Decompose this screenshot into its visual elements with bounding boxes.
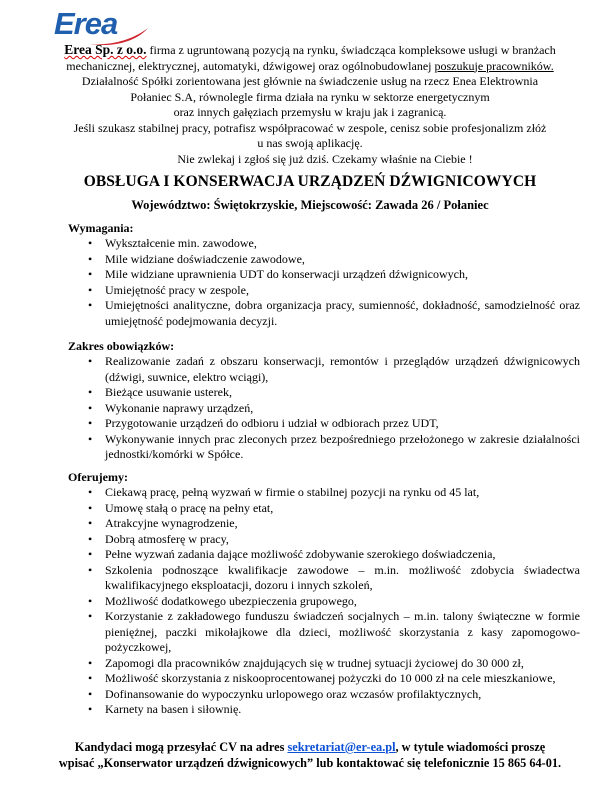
company-intro: Erea Sp. z o.o. firma z ugruntowaną pozycją na rynku, świadcząca kompleksowe usługi w branżach mechanicznej, elektrycznej, automatyki, dźwigowej oraz ogólnobudowlanej poszukuje pracowników. Działalność Spółki zorientowana jest głównie na świadczenie usług na rzecz Enea Elektrownia Połaniec S.A, równolegle firma działa na rynku w sektorze energetycznym oraz innych gałęziach przemysłu w kraju jak i zagranicą. Jeśli szukasz stabilnej pracy, potrafisz współpracować w zespole, cenisz sobie profesjonalizm złóż u nas swoją aplikację. [64, 42, 556, 150]
list-item: • Zapomogi dla pracowników znajdujących się w trudnej sytuacji życiowej do 30 000 zł, [68, 656, 580, 672]
job-location: Województwo: Świętokrzyskie, Miejscowość: Zawada 26 / Połaniec [131, 198, 489, 212]
seeking-employees: poszukuje pracowników. [434, 58, 554, 73]
company-name: Erea Sp. z o.o. [64, 42, 147, 57]
list-item: • Dofinansowanie do wypoczynku urlopowego oraz wczasów profilaktycznych, [68, 687, 580, 703]
list-item: • Bieżące usuwanie usterek, [68, 385, 580, 401]
list-item: • Dobrą atmosferę w pracy, [68, 532, 580, 548]
application-instructions: Kandydaci mogą przesyłać CV na adres sekretariat@er-ea.pl, w tytule wiadomości proszę wpisać „Konserwator urządzeń dźwignicowych” lub kontaktować się telefonicznie 15 865 64-01. [58, 740, 562, 770]
list-item: • Umiejętności analityczne, dobra organizacja pracy, sumienność, dokładność, samodzielność oraz umiejętność podejmowania decyzji. [68, 298, 580, 329]
duties-section [68, 339, 580, 463]
logo-text: Erea [54, 6, 118, 41]
section-heading: Oferujemy: [68, 470, 128, 484]
list-item: • Wykształcenie min. zawodowe, [68, 236, 580, 252]
offer-section [68, 470, 580, 718]
call-to-action: Nie zwlekaj i zgłoś się już dziś. Czekamy właśnie na Ciebie ! [177, 152, 473, 166]
list-item: • Możliwość dodatkowego ubezpieczenia grupowego, [68, 594, 580, 610]
list-item: • Realizowanie zadań z obszaru konserwacji, remontów i przeglądów urządzeń dźwignicowych (dźwigi, suwnice, elektro wciągi), [68, 354, 580, 385]
list-item: • Wykonanie naprawy urządzeń, [68, 401, 580, 417]
list-item: • Mile widziane uprawnienia UDT do konserwacji urządzeń dźwignicowych, [68, 267, 580, 283]
section-heading: Wymagania: [68, 221, 134, 235]
list-item: • Szkolenia podnoszące kwalifikacje zawodowe – m.in. możliwość zdobycia świadectwa kwalifikacyjnego eksploatacji, dozoru i innych szkoleń, [68, 563, 580, 594]
requirements-section [68, 221, 580, 329]
list-item: • Atrakcyjne wynagrodzenie, [68, 516, 580, 532]
list-item: • Mile widziane doświadczenie zawodowe, [68, 252, 580, 268]
list-item: • Karnety na basen i siłownię. [68, 702, 580, 718]
list-item: • Możliwość skorzystania z niskooprocentowanej pożyczki do 10 000 zł na cele mieszkaniowe, [68, 671, 580, 687]
list-item: • Ciekawą pracę, pełną wyzwań w firmie o stabilnej pozycji na rynku od 45 lat, [68, 485, 580, 501]
section-heading: Zakres obowiązków: [68, 339, 175, 353]
list-item: • Umowę stałą o pracę na pełny etat, [68, 501, 580, 517]
list-item: • Pełne wyzwań zadania dające możliwość zdobywanie szerokiego doświadczenia, [68, 547, 580, 563]
list-item: • Korzystanie z zakładowego funduszu świadczeń socjalnych – m.in. talony świąteczne w formie pieniężnej, paczki mikołajkowe dla dzieci, możliwość skorzystania z kasy zapomogowo-pożyczkowej, [68, 609, 580, 656]
email-link[interactable]: sekretariat@er-ea.pl [287, 740, 396, 754]
list-item: • Umiejętność pracy w zespole, [68, 283, 580, 299]
list-item: • Przygotowanie urządzeń do odbioru i udział w odbiorach przez UDT, [68, 416, 580, 432]
list-item: • Wykonywanie innych prac zleconych przez bezpośredniego przełożonego w zakresie działalności jednostki/komórki w Spółce. [68, 432, 580, 463]
job-title: OBSŁUGA I KONSERWACJA URZĄDZEŃ DŹWIGNICOWYCH [83, 173, 537, 190]
